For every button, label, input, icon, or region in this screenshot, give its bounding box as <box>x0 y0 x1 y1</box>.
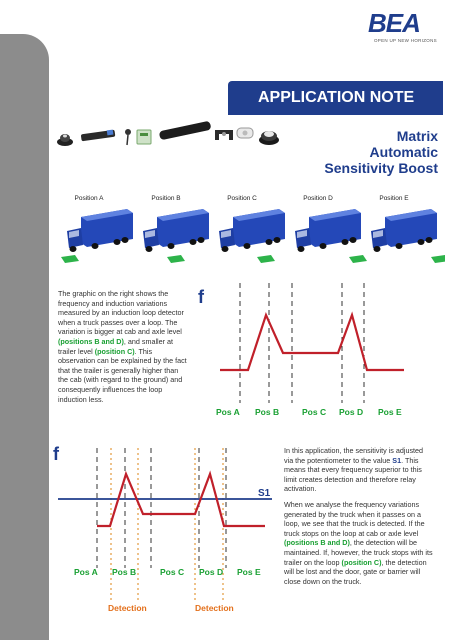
sidebar-band <box>0 34 49 640</box>
explanation-paragraph-2 <box>284 500 434 586</box>
trucks-illustration <box>55 195 445 265</box>
wheel <box>92 243 99 249</box>
intro-highlight-1: (positions B and D) <box>58 336 124 346</box>
white-sensor-icon <box>237 128 253 138</box>
bea-logo <box>368 8 438 48</box>
chart2-pos-label: Pos A <box>74 567 98 577</box>
loop-marker <box>431 255 445 263</box>
wheel <box>146 246 153 252</box>
loop-probe-icon <box>125 129 131 145</box>
logo-tagline: OPEN UP NEW HORIZONS <box>374 38 437 43</box>
application-note-banner <box>228 81 443 115</box>
truck-icon <box>295 209 367 263</box>
chart1-pos-label: Pos D <box>339 407 364 417</box>
detection-label: Detection <box>108 603 147 613</box>
detector-stick-icon <box>81 130 116 142</box>
intro-highlight-2: (position C) <box>94 346 135 356</box>
chart2-frequency-curve <box>97 474 265 526</box>
wheel <box>168 243 175 249</box>
relay-box-icon <box>137 130 151 144</box>
position-label: Position E <box>379 195 409 202</box>
logo-text: BEA <box>368 8 420 38</box>
title-line-3: Sensitivity Boost <box>324 160 438 176</box>
wheel <box>122 237 129 243</box>
wheel <box>198 237 205 243</box>
expl1-text-1: In this application, the sensitivity is adjusted via the potentiometer to the value <box>284 446 424 465</box>
wheel <box>244 243 251 249</box>
wheel <box>320 243 327 249</box>
wheel <box>274 237 281 243</box>
chart2-detection-guides <box>111 448 223 600</box>
detection-label: Detection <box>195 603 234 613</box>
wheel <box>426 237 433 243</box>
chart1-axis-label: f <box>198 287 204 307</box>
bracket-sensor-icon <box>215 130 233 140</box>
frequency-chart-1 <box>192 275 432 425</box>
intro-paragraph <box>58 289 188 404</box>
round-sensor-icon <box>259 131 279 145</box>
wheel <box>190 239 197 245</box>
chart2-pos-label: Pos D <box>199 567 224 577</box>
wheel <box>114 239 121 245</box>
truck-icon <box>371 209 445 263</box>
expl2-text-3: , the detection will be lost and the door, gate or barrier will close down on the truck. <box>284 557 427 586</box>
position-label: Position B <box>151 195 181 202</box>
intro-text-2: , and smaller at trailer level <box>58 336 174 356</box>
chart1-guides <box>240 283 364 403</box>
wheel <box>70 246 77 252</box>
product-images <box>55 112 285 162</box>
expl2-highlight-1: (positions B and D) <box>284 538 350 548</box>
wheel <box>350 237 357 243</box>
loop-marker <box>167 255 185 263</box>
wheel <box>298 246 305 252</box>
wheel <box>222 246 229 252</box>
frequency-chart-2 <box>50 440 280 620</box>
expl2-text-1: When we analyse the frequency variations generated by the truck when it passes on a loop, we see that the truck is detected. If the truck stops on the loop at cab or axle level <box>284 500 425 538</box>
position-label: Position D <box>303 195 333 202</box>
wheel <box>396 243 403 249</box>
chart2-axis-label: f <box>53 444 59 464</box>
intro-text-3: . This observation can be explained by the fact that the trailer is generally higher than the cab (with regard to the ground) and consequently influences the loop induction less. <box>58 346 187 404</box>
cylinder-sensor-icon <box>159 121 212 141</box>
chart2-pos-label: Pos C <box>160 567 185 577</box>
expl1-text-2: . This means that every frequency superior to this limit creates detection and therefore relay activation. <box>284 455 422 494</box>
wheel <box>342 239 349 245</box>
expl2-text-2: , the detection will be maintained. If, however, the truck stops with its trailer on the loop <box>284 538 433 567</box>
truck-icon <box>61 209 133 263</box>
expl2-highlight-2: (position C) <box>341 557 382 567</box>
title-line-2: Automatic <box>369 144 438 160</box>
title-line-1: Matrix <box>396 128 438 144</box>
truck-icon <box>219 209 285 263</box>
truck-icon <box>143 209 209 263</box>
chart1-pos-label: Pos B <box>255 407 280 417</box>
chart1-frequency-curve <box>220 315 404 370</box>
chart2-pos-label: Pos E <box>237 567 261 577</box>
wheel <box>266 239 273 245</box>
position-label: Position C <box>227 195 257 202</box>
loop-marker <box>257 255 275 263</box>
intro-text-1: The graphic on the right shows the frequency and induction variations measured by an induction loop detector when a truck passes over a loop. The variation is bigger at cab and axle level <box>58 289 184 337</box>
chart2-pos-label: Pos B <box>112 567 137 577</box>
explanation-paragraph-1 <box>284 446 434 494</box>
truck-positions <box>55 195 445 265</box>
loop-marker <box>61 255 79 263</box>
sensor-puck-icon <box>57 134 73 146</box>
wheel <box>418 239 425 245</box>
threshold-label: S1 <box>258 488 271 499</box>
expl1-highlight: S1 <box>392 455 402 465</box>
chart1-pos-label: Pos A <box>216 407 240 417</box>
wheel <box>374 246 381 252</box>
position-label: Position A <box>74 195 104 202</box>
chart1-pos-label: Pos E <box>378 407 402 417</box>
loop-marker <box>349 255 367 263</box>
banner-text: APPLICATION NOTE <box>258 89 415 106</box>
chart1-pos-label: Pos C <box>302 407 327 417</box>
